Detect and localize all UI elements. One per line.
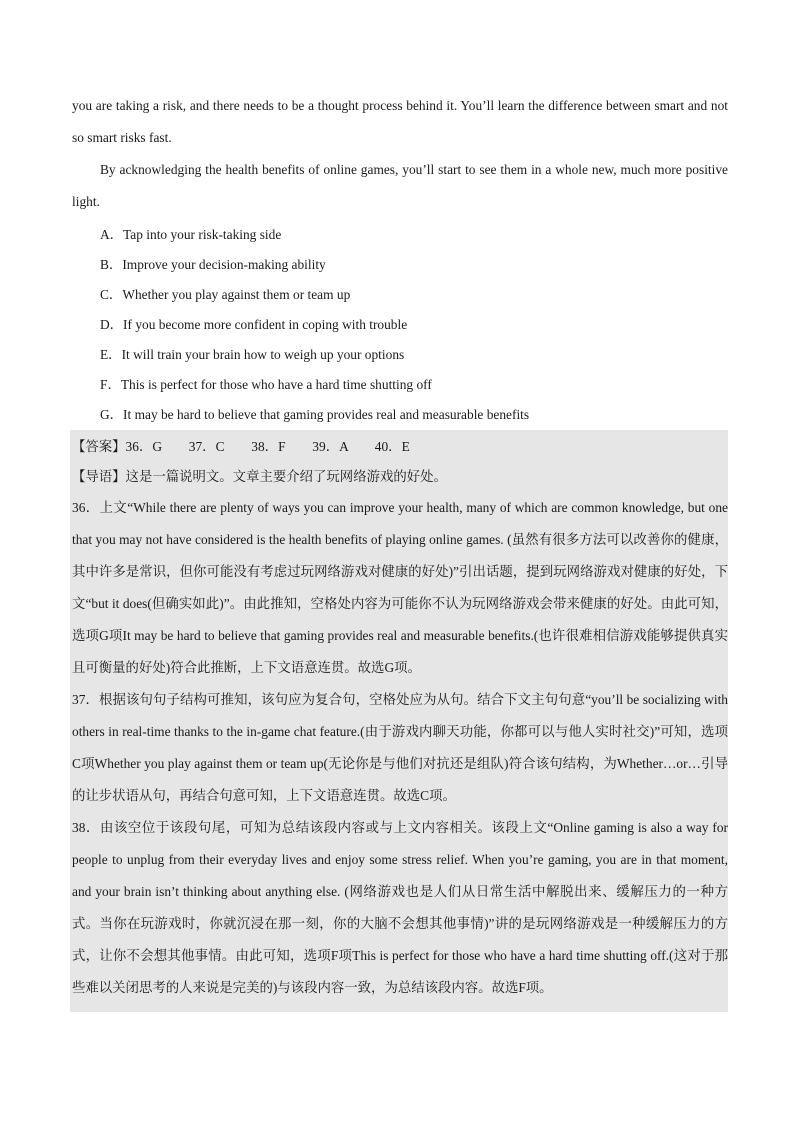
option-g: G．It may be hard to believe that gaming provides real and measurable benefits [100,407,530,422]
option-b: B．Improve your decision-making ability [100,257,326,272]
passage-paragraph: By acknowledging the health benefits of online games, you’ll start to see them in a whole new, much more positive light. [72,162,728,209]
document-page [72,90,728,1012]
option-e: E．It will train your brain how to weigh up your options [100,347,405,362]
option-d: D．If you become more confident in coping with trouble [100,317,408,332]
explanation-36: 36．上文“While there are plenty of ways you can improve your health, many of which are common knowledge, but one that you may not have considered is the health benefits of playing online games. (虽然有很多方法可以改善你的健康，其中许多是常识，但你可能没有考虑过玩网络游戏对健康的好处)”引出话题，提到玩网络游戏对健康的好处，下文“but it does(但确实如此)”。由此推知，空格处内容为可能你不认为玩网络游戏会带来健康的好处。由此可知，选项G项It may be hard to believe that gaming provides real and measurable benefits.(也许很难相信游戏能够提供真实且可衡量的好处)符合此推断，上下文语意连贯。故选G项。 [72,500,728,675]
explanation-38: 38．由该空位于该段句尾，可知为总结该段内容或与上文内容相关。该段上文“Online gaming is also a way for people to unplug from their everyday lives and enjoy some stress relief. When you’re gaming, you are in that moment, and your brain isn’t thinking about anything else. (网络游戏也是人们从日常生活中解脱出来、缓解压力的一种方式。当你在玩游戏时，你就沉浸在那一刻，你的大脑不会想其他事情)”讲的是玩网络游戏是一种缓解压力的方式，让你不会想其他事情。由此可知，选项F项This is perfect for those who have a hard time shutting off.(这对于那些难以关闭思考的人来说是完美的)与该段内容一致，为总结该段内容。故选F项。 [72,820,728,995]
passage-paragraph: you are taking a risk, and there needs to be a thought process behind it. You’ll learn the difference between smart and not so smart risks fast. [72,98,728,145]
options-list [72,220,728,430]
guide-text: 【导语】这是一篇说明文。文章主要介绍了玩网络游戏的好处。 [72,469,447,484]
explanation-37: 37．根据该句句子结构可推知，该句应为复合句，空格处应为从句。结合下文主句句意“you’ll be socializing with others in real-time thanks to the in-game chat feature.(由于游戏内聊天功能，你都可以与他人实时社交)”可知，选项C项Whether you play against them or team up(无论你是与他们对抗还是组队)符合该句结构，为Whether…or…引导的让步状语从句，再结合句意可知，上下文语意连贯。故选C项。 [72,692,728,803]
option-f: F．This is perfect for those who have a hard time shutting off [100,377,432,392]
option-a: A．Tap into your risk-taking side [100,227,282,242]
answer-key: 【答案】36．G 37．C 38．F 39．A 40．E [72,439,410,454]
option-c: C．Whether you play against them or team up [100,287,351,302]
answer-section [70,430,728,1012]
